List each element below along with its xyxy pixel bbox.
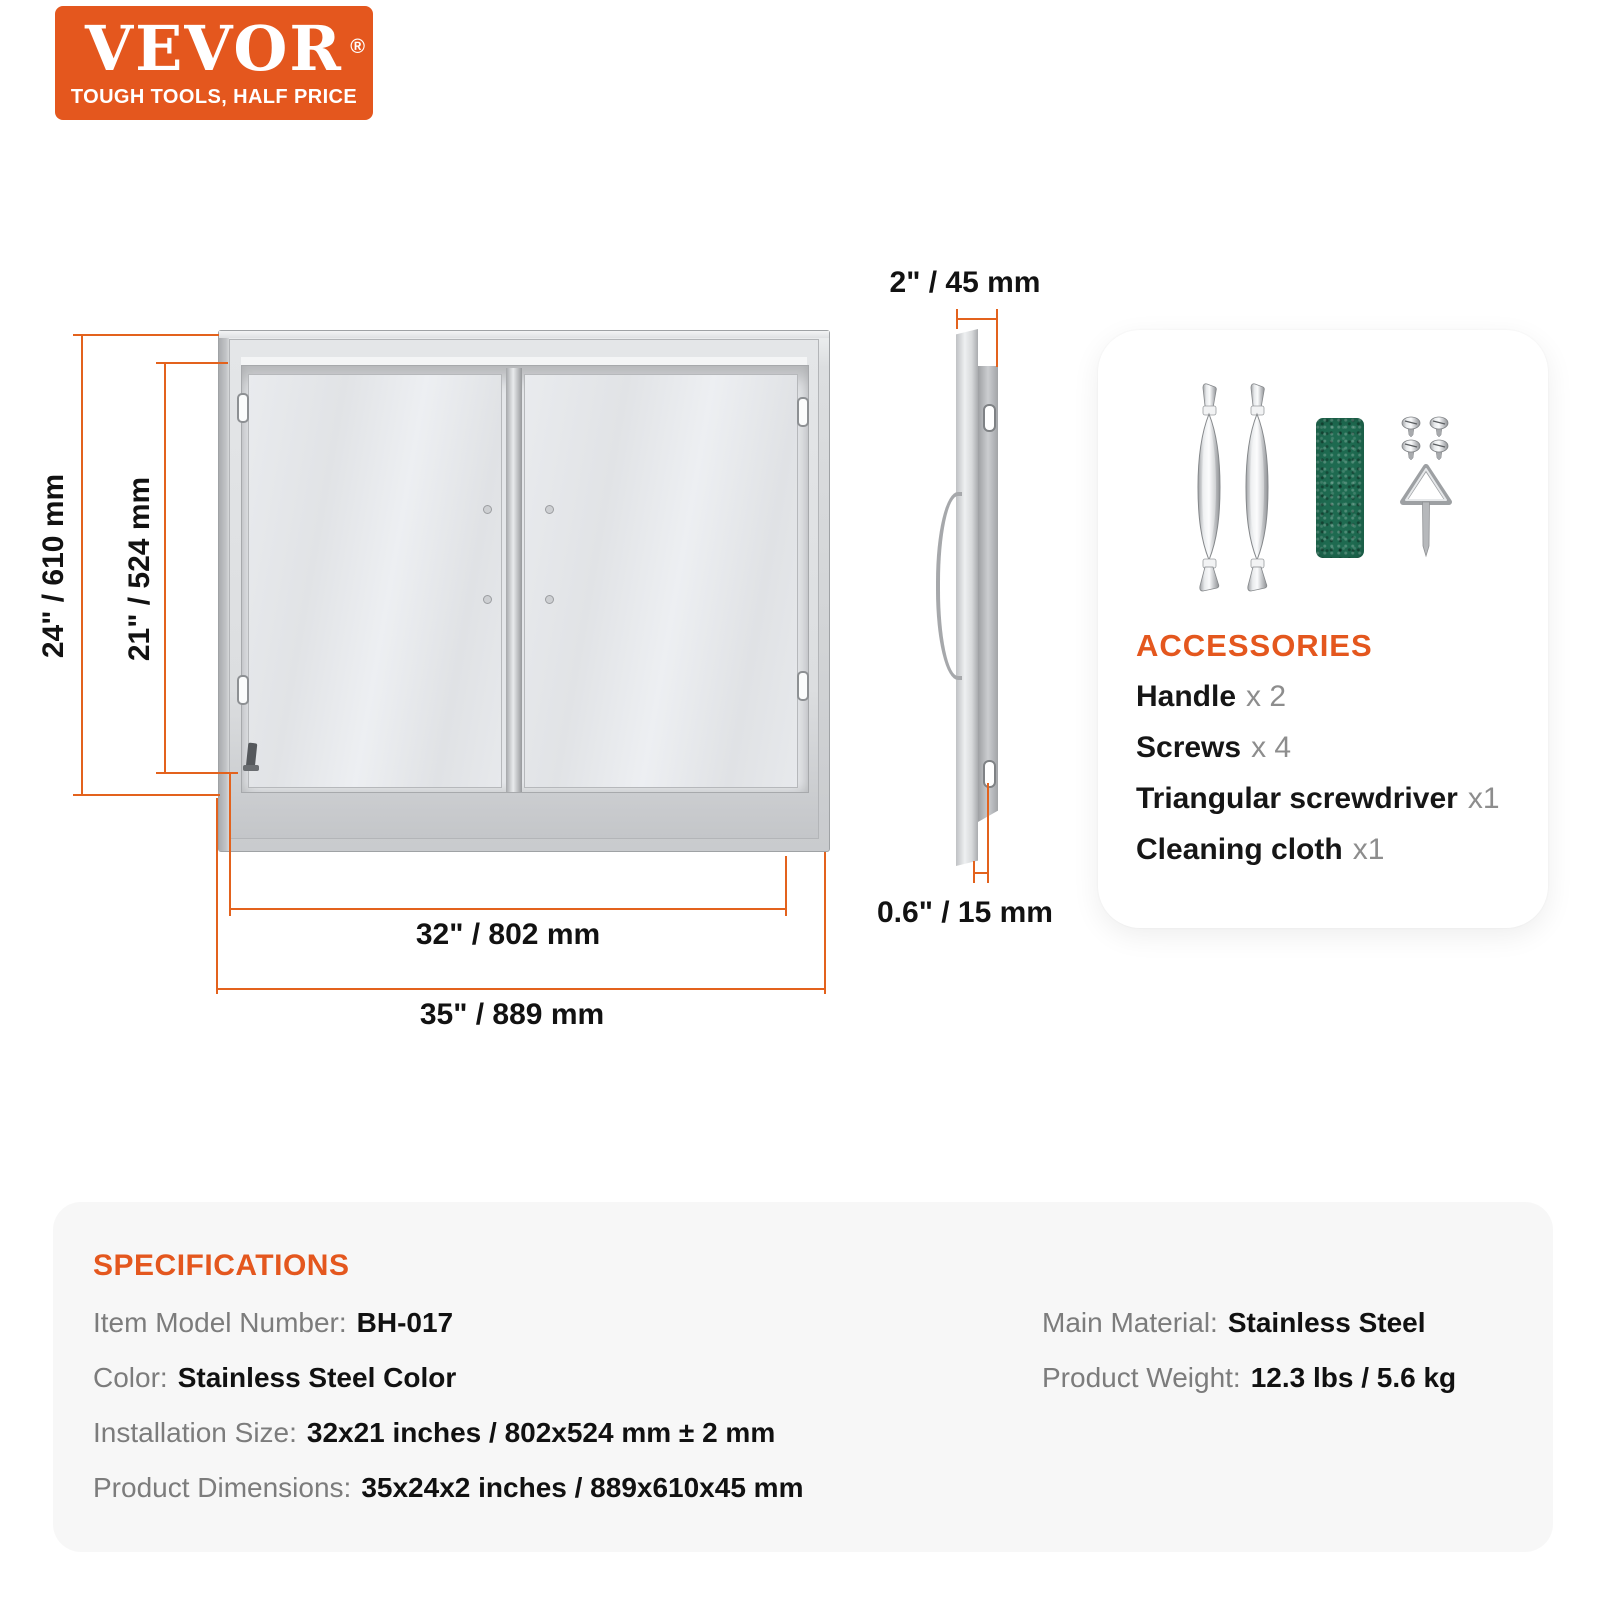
spec-label: Product Weight:: [1042, 1362, 1241, 1393]
spec-label: Main Material:: [1042, 1307, 1218, 1338]
screws-icon: [1398, 414, 1458, 462]
dim-line-21in: [164, 362, 166, 774]
specifications-panel: [53, 1202, 1553, 1552]
spec-value: Stainless Steel Color: [177, 1362, 457, 1393]
spec-label: Color:: [93, 1362, 168, 1393]
spec-value: 32x21 inches / 802x524 mm ± 2 mm: [306, 1417, 776, 1448]
dim-line-35in: [216, 988, 826, 990]
dim-tick-06in-right: [987, 783, 989, 883]
door-top-edge: [219, 331, 829, 338]
accessory-name: Cleaning cloth: [1136, 833, 1343, 866]
accessories-list: [1136, 671, 1500, 875]
dim-tick-2in-right: [996, 309, 998, 367]
accessory-item: [1136, 773, 1500, 824]
dim-label-depth: 2" / 45 mm: [889, 266, 1041, 299]
dim-label-outer-height: 24" / 610 mm: [37, 473, 70, 659]
accessory-qty: x1: [1352, 833, 1385, 866]
specifications-left-column: [93, 1295, 803, 1515]
spec-row: [93, 1460, 803, 1515]
accessory-item: [1136, 671, 1500, 722]
triangular-screwdriver-icon: [1398, 462, 1456, 560]
spec-value: Stainless Steel: [1227, 1307, 1426, 1338]
mounting-slot: [237, 675, 249, 705]
door-center-divider: [506, 368, 522, 792]
rivet: [483, 505, 492, 514]
rivet: [545, 595, 554, 604]
accessory-name: Handle: [1136, 680, 1237, 713]
spec-label: Installation Size:: [93, 1417, 297, 1448]
dim-label-inner-width: 32" / 802 mm: [415, 918, 601, 951]
registered-mark: ®: [350, 35, 367, 58]
spec-row: [93, 1295, 803, 1350]
accessory-qty: x 2: [1246, 680, 1287, 713]
dim-ext-24in-bottom: [73, 794, 220, 796]
dim-label-flange-thickness: 0.6" / 15 mm: [877, 896, 1053, 929]
scouring-pad-icon: [1316, 418, 1364, 558]
spec-value: 12.3 lbs / 5.6 kg: [1250, 1362, 1457, 1393]
dim-ext-32in-right: [785, 856, 787, 916]
spec-row: [1042, 1350, 1456, 1405]
accessories-title: ACCESSORIES: [1136, 628, 1373, 663]
dim-label-outer-width: 35" / 889 mm: [419, 998, 605, 1031]
door-front-view: [218, 330, 830, 852]
dim-ext-21in-top: [156, 362, 228, 364]
dim-line-24in: [81, 334, 83, 796]
dim-line-2in: [957, 318, 998, 320]
spec-row: [93, 1350, 803, 1405]
latch-foot: [243, 765, 259, 771]
side-view-flange-strip: [978, 366, 998, 822]
specifications-right-column: [1042, 1295, 1456, 1405]
spec-value: BH-017: [356, 1307, 454, 1338]
door-panel-right: [524, 374, 798, 788]
rivet: [483, 595, 492, 604]
mounting-slot: [797, 397, 809, 427]
accessory-name: Screws: [1136, 731, 1242, 764]
accessory-item: [1136, 722, 1500, 773]
dim-ext-24in-top: [73, 334, 219, 336]
spec-label: Product Dimensions:: [93, 1472, 352, 1503]
mounting-slot: [237, 393, 249, 423]
dim-ext-21in-bottom: [156, 772, 238, 774]
door-panel-left: [248, 374, 502, 788]
dim-line-06in: [973, 872, 989, 874]
brand-name-text: VEVOR: [85, 11, 343, 85]
specifications-title: SPECIFICATIONS: [93, 1249, 350, 1282]
spec-row: [1042, 1295, 1456, 1350]
accessory-qty: x1: [1467, 782, 1500, 815]
accessory-qty: x 4: [1251, 731, 1292, 764]
door-recess: [241, 365, 809, 793]
mounting-slot: [797, 671, 809, 701]
accessory-name: Triangular screwdriver: [1136, 782, 1458, 815]
handle-icon: [1192, 380, 1324, 596]
brand-tagline: TOUGH TOOLS, HALF PRICE: [70, 85, 358, 108]
dim-tick-2in-left: [956, 309, 958, 329]
side-view-handle-arc: [936, 492, 962, 680]
dim-ext-32in-left: [229, 774, 231, 916]
side-mounting-slot: [983, 760, 996, 788]
accessories-card: [1098, 330, 1548, 928]
dim-ext-35in-left: [216, 798, 218, 994]
spec-value: 35x24x2 inches / 889x610x45 mm: [361, 1472, 804, 1503]
brand-name: [85, 11, 367, 85]
rivet: [545, 505, 554, 514]
spec-row: [93, 1405, 803, 1460]
accessory-item: [1136, 824, 1500, 875]
side-mounting-slot: [983, 404, 996, 432]
spec-label: Item Model Number:: [93, 1307, 347, 1338]
dim-label-inner-height: 21" / 524 mm: [123, 476, 156, 662]
dim-line-32in: [229, 908, 787, 910]
vevor-logo: [55, 6, 373, 120]
